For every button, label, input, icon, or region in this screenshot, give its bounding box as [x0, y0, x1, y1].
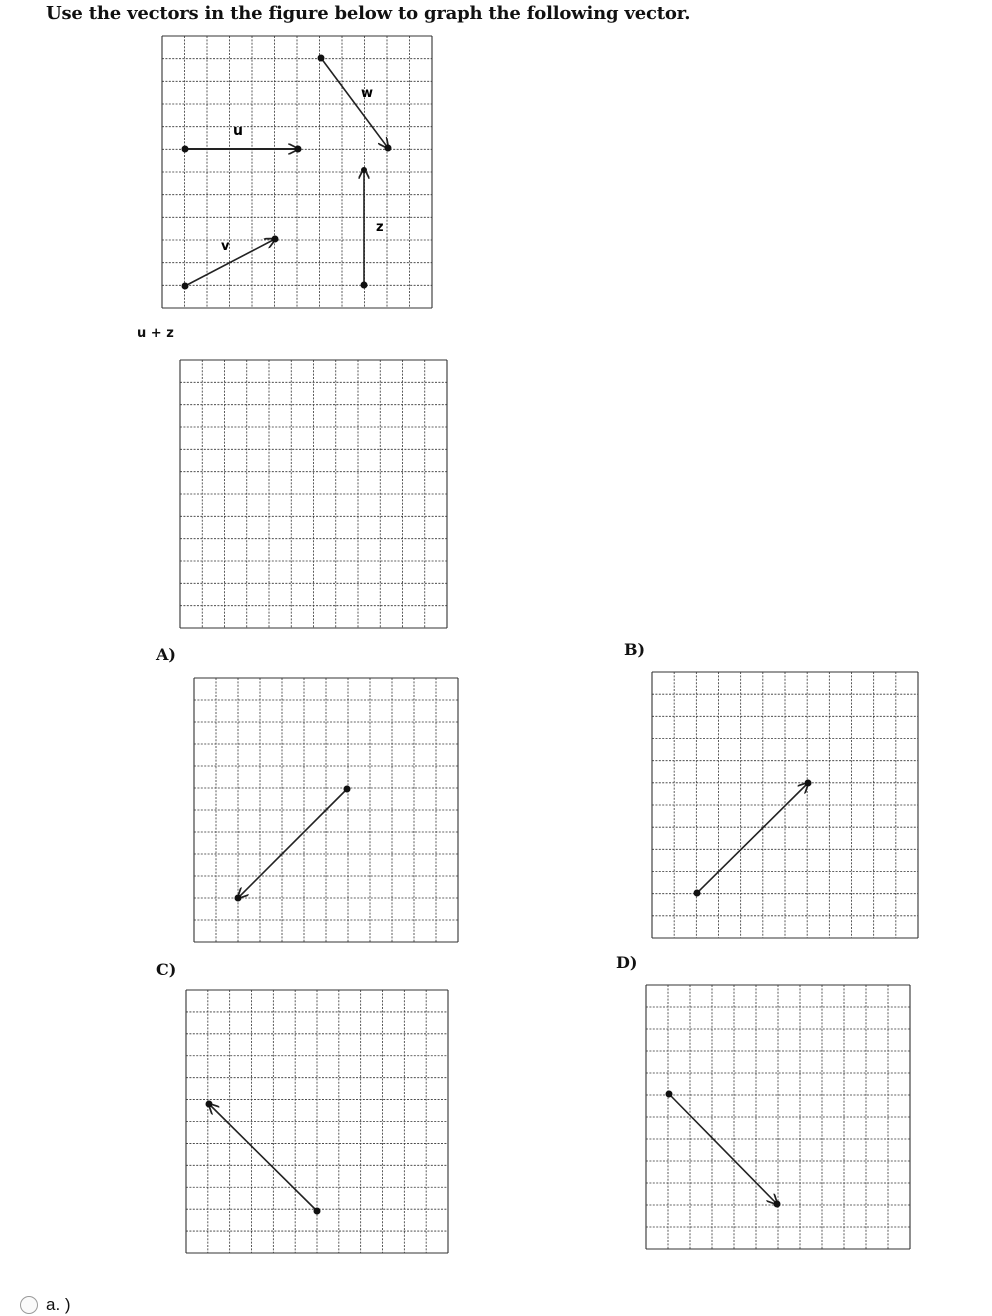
- choice-a-label: A): [156, 645, 176, 664]
- vector-u-head: [295, 146, 302, 153]
- vector-z-head: [361, 167, 367, 173]
- question-expression: u + z: [137, 326, 174, 341]
- answer-option-label: a. ): [46, 1295, 71, 1314]
- vector-label-z: z: [376, 220, 384, 235]
- vector-w-head: [385, 145, 392, 152]
- choice-d-grid: [646, 985, 910, 1249]
- vector-w-tail: [318, 55, 325, 62]
- choice-b-label: B): [624, 640, 646, 659]
- answer-option-a[interactable]: [20, 1294, 71, 1316]
- instruction-text: Use the vectors in the figure below to graph the following vector.: [46, 3, 691, 24]
- vector-v-head: [272, 236, 279, 243]
- vector-w: [321, 58, 388, 148]
- choice-d-label: D): [616, 953, 638, 972]
- choice-d-vector: [666, 1091, 781, 1208]
- vector-v-tail: [182, 283, 189, 290]
- choice-c-label: C): [156, 960, 177, 979]
- radio-button[interactable]: [20, 1296, 38, 1314]
- vector-label-u: u: [233, 123, 243, 139]
- choice-c-vector: [206, 1101, 321, 1215]
- choice-b-vector: [694, 780, 812, 897]
- vector-label-v: v: [221, 239, 230, 254]
- vector-label-w: w: [361, 86, 374, 101]
- reference-grid: [162, 36, 432, 308]
- vector-u-tail: [182, 146, 189, 153]
- vector-z-tail: [361, 282, 368, 289]
- choice-a-vector: [235, 786, 351, 902]
- blank-answer-grid: [180, 360, 447, 628]
